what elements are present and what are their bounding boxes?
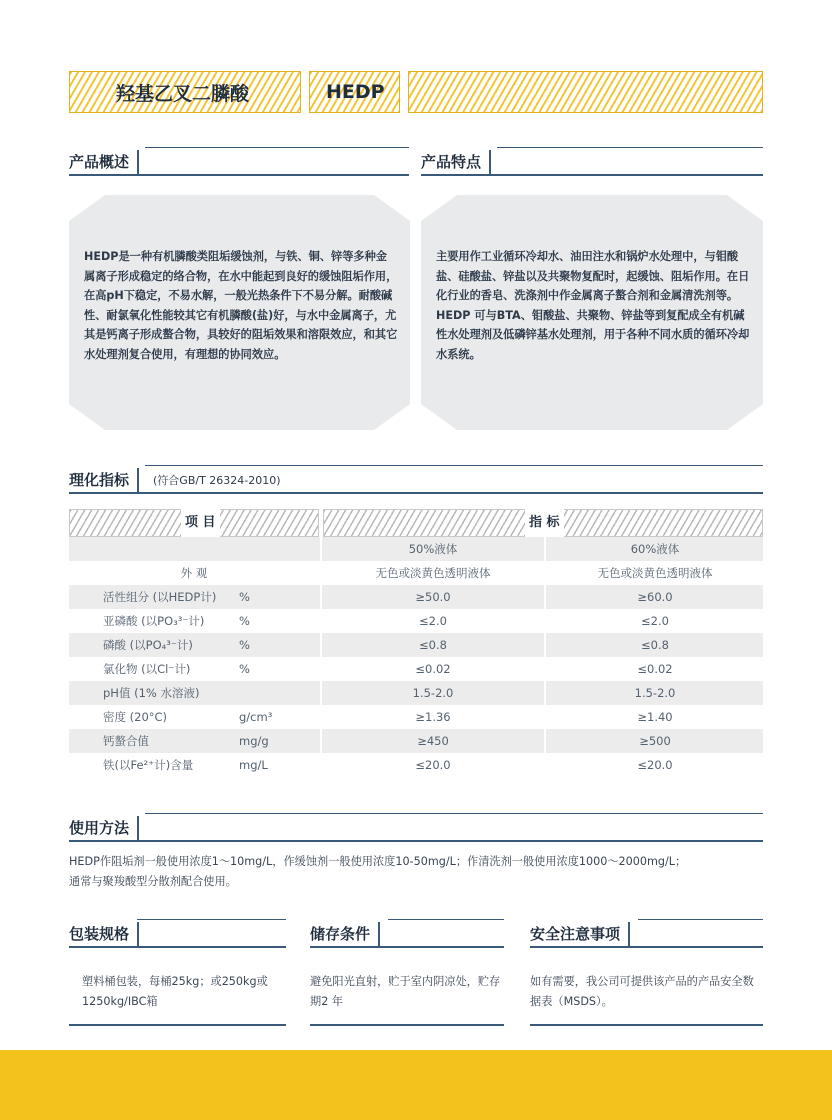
packing-heading-label: 包装规格: [69, 922, 139, 946]
spec-value-50: 无色或淡黄色透明液体: [375, 566, 491, 580]
product-title-en: HEDP: [326, 81, 385, 103]
spec-row: [69, 657, 763, 681]
spec-value-60: ≤20.0: [637, 758, 673, 772]
packing-heading: [69, 920, 286, 948]
spec-row: [69, 609, 763, 633]
usage-heading: [69, 814, 763, 842]
specs-heading-label: 理化指标: [69, 468, 139, 492]
col-item-header: 项 目: [181, 509, 220, 537]
spec-item: 亚磷酸 (以PO₃³⁻计): [103, 614, 205, 628]
spec-value-50: ≤0.8: [419, 638, 447, 652]
spec-value-60: ≤0.8: [641, 638, 669, 652]
spec-item: 外 观: [180, 566, 208, 580]
spec-unit: mg/g: [239, 734, 269, 748]
features-text: 主要用作工业循环冷却水、油田注水和锅炉水处理中，与钼酸盐、硅酸盐、锌盐以及共聚物复配时，起缓蚀、阻垢作用。在日化行业的香皂、洗涤剂中作金属离子螯合剂和金属清洗剂等。HEDP 可与BTA、钼酸盐、共聚物、锌盐等到复配成全有机碱性水处理剂及低磷锌基水处理剂，用于各种不同水质的循环冷却水系统。: [436, 250, 750, 361]
spec-value-50: ≤2.0: [419, 614, 447, 628]
spec-row: [69, 729, 763, 753]
grade-row: [69, 537, 763, 561]
product-title-cn: 羟基乙叉二膦酸: [116, 82, 250, 105]
usage-text: [69, 852, 769, 892]
safety-heading-label: 安全注意事项: [530, 922, 630, 946]
usage-line-1: HEDP作阻垢剂一般使用浓度1～10mg/L，作缓蚀剂一般使用浓度10-50mg/L；作清洗剂一般使用浓度1000～2000mg/L；: [69, 855, 687, 868]
overview-text: HEDP是一种有机膦酸类阻垢缓蚀剂，与铁、铜、锌等多种金属离子形成稳定的络合物，在水中能起到良好的缓蚀阻垢作用，在高pH下稳定，不易水解，一般光热条件下不易分解。耐酸碱性、耐氯氧化性能较其它有机膦酸(盐)好，与水中金属离子，尤其是钙离子形成螯合物，具较好的阻垢效果和溶限效应，和其它水处理剂复合使用，有理想的协同效应。: [84, 250, 398, 361]
safety-text: 如有需要，我公司可提供该产品的产品安全数据表（MSDS）。: [530, 975, 754, 1008]
storage-heading: [310, 920, 504, 948]
features-heading: [421, 148, 763, 176]
spec-value-50: ≤0.02: [415, 662, 451, 676]
overview-heading-label: 产品概述: [69, 150, 139, 174]
spec-unit: [239, 681, 299, 705]
storage-bottom-rule: [310, 1024, 504, 1026]
spec-value-50: ≥1.36: [415, 710, 451, 724]
spec-unit: %: [239, 662, 250, 676]
spec-value-60: 无色或淡黄色透明液体: [597, 566, 713, 580]
spec-value-50: ≥50.0: [415, 590, 451, 604]
storage-heading-label: 储存条件: [310, 922, 380, 946]
specs-heading: [69, 466, 763, 494]
title-banner-hatch-right: [408, 71, 763, 113]
grade-50-label: 50%液体: [408, 542, 458, 556]
overview-heading: [69, 148, 409, 176]
features-heading-label: 产品特点: [421, 150, 491, 174]
spec-item: 钙螯合值: [103, 734, 149, 748]
spec-row: [69, 753, 763, 777]
footer-band: [0, 1050, 832, 1120]
spec-value-50: ≥450: [417, 734, 449, 748]
specs-table: [69, 509, 763, 777]
usage-line-2: 通常与聚羧酸型分散剂配合使用。: [69, 875, 237, 888]
col-index-header: 指 标: [525, 509, 564, 537]
spec-value-60: ≤2.0: [641, 614, 669, 628]
spec-value-60: ≤0.02: [637, 662, 673, 676]
spec-unit: %: [239, 590, 250, 604]
spec-item: 氯化物 (以Cl⁻计): [103, 662, 191, 676]
specs-standard: (符合GB/T 26324-2010): [153, 474, 281, 487]
spec-unit: mg/L: [239, 758, 268, 772]
safety-heading: [530, 920, 763, 948]
spec-value-60: ≥1.40: [637, 710, 673, 724]
grade-60-label: 60%液体: [630, 542, 680, 556]
spec-row: [69, 633, 763, 657]
packing-text: 塑料桶包装，每桶25kg；或250kg或1250kg/IBC箱: [82, 975, 268, 1008]
spec-item: 活性组分 (以HEDP计): [103, 590, 217, 604]
spec-row: [69, 561, 763, 585]
spec-value-60: ≥60.0: [637, 590, 673, 604]
storage-text: 避免阳光直射，贮于室内阴凉处，贮存期2 年: [310, 975, 501, 1008]
spec-value-50: ≤20.0: [415, 758, 451, 772]
overview-box: [69, 195, 410, 430]
spec-item: 密度 (20°C): [103, 710, 168, 724]
spec-value-60: ≥500: [639, 734, 671, 748]
spec-unit: g/cm³: [239, 710, 273, 724]
usage-heading-label: 使用方法: [69, 816, 139, 840]
spec-unit: %: [239, 614, 250, 628]
spec-row: [69, 705, 763, 729]
spec-row: [69, 585, 763, 609]
spec-item: pH值 (1% 水溶液): [103, 686, 200, 700]
features-box: [421, 195, 763, 430]
safety-bottom-rule: [530, 1024, 763, 1026]
spec-item: 铁(以Fe²⁺计)含量: [103, 758, 194, 772]
spec-value-60: 1.5-2.0: [634, 686, 676, 700]
spec-row: [69, 681, 763, 705]
spec-unit: [239, 561, 299, 585]
packing-bottom-rule: [69, 1024, 286, 1026]
specs-table-header: [69, 509, 763, 537]
spec-unit: %: [239, 638, 250, 652]
spec-value-50: 1.5-2.0: [412, 686, 454, 700]
spec-item: 磷酸 (以PO₄³⁻计): [103, 638, 193, 652]
